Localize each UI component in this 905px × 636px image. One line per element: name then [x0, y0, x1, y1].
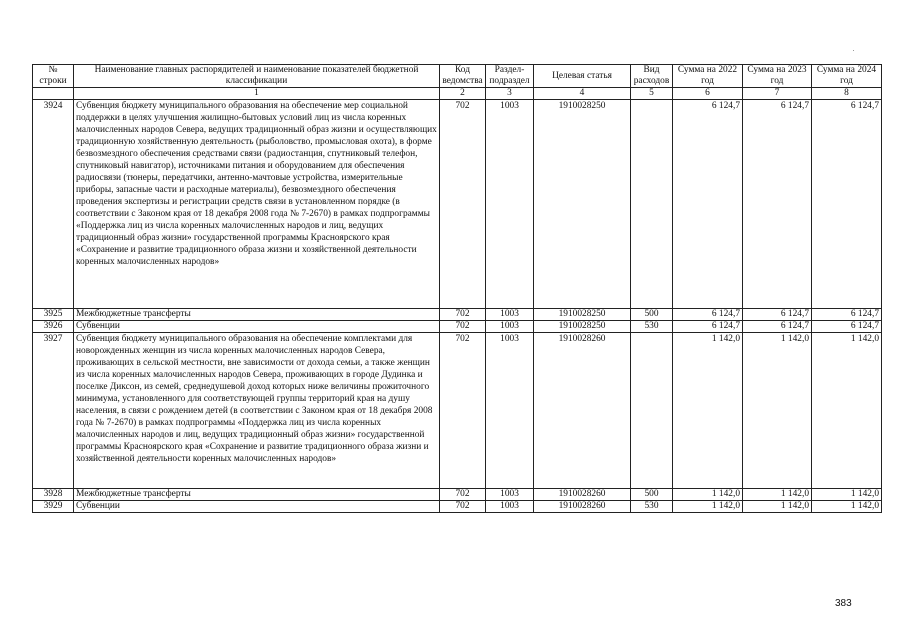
row-target: 1910028250: [534, 100, 631, 309]
column-number-row: [33, 88, 882, 100]
row-num: 3926: [33, 321, 74, 333]
row-target: 1910028250: [534, 321, 631, 333]
header-sum-2022: Сумма на 2022 год: [673, 65, 743, 88]
scan-speck: [853, 50, 854, 51]
row-code: 702: [440, 489, 486, 501]
row-section: 1003: [486, 489, 534, 501]
row-num: 3928: [33, 489, 74, 501]
row-sum-2024: 1 142,0: [812, 501, 882, 513]
page-number: 383: [835, 598, 852, 609]
row-num: 3924: [33, 100, 74, 309]
row-sum-2022: 6 124,7: [673, 309, 743, 321]
row-name: Межбюджетные трансферты: [74, 489, 440, 501]
row-sum-2024: 1 142,0: [812, 333, 882, 489]
table-row: [33, 489, 882, 501]
row-name: Субвенция бюджету муниципального образования на обеспечение мер социальной поддержки в целях улучшения жилищно-бытовых условий лиц из числа коренных малочисленных народов Севера, ведущих традиционный образ жизни и осуществляющих традиционную хозяйственную деятельность (рыболовство, промысловая охота), в форме безвозмездного обеспечения средствами связи (радиостанция, спутниковый телефон, спутниковый навигатор), источниками питания и оборудованием для обеспечения радиосвязи (тюнеры, передатчики, антенно-мачтовые устройства, измерительные приборы, запасные части и расходные материалы), безвозмездного обеспечения проведения экспертизы и регистрации средств связи в установленном порядке (в соответствии с Законом края от 18 декабря 2008 года № 7-2670) в рамках подпрограммы «Поддержка лиц из числа коренных малочисленных народов и лиц, ведущих традиционный образ жизни» государственной программы Красноярского края «Сохранение и развитие традиционного образа жизни и хозяйственной деятельности коренных малочисленных народов»: [74, 100, 440, 309]
row-sum-2024: 6 124,7: [812, 321, 882, 333]
row-section: 1003: [486, 333, 534, 489]
row-sum-2022: 1 142,0: [673, 501, 743, 513]
colnum-6: 6: [673, 88, 743, 100]
colnum-4: 4: [534, 88, 631, 100]
row-code: 702: [440, 501, 486, 513]
header-target: Целевая статья: [534, 65, 631, 88]
table-row: [33, 333, 882, 489]
colnum-7: 7: [743, 88, 812, 100]
header-type: Вид расходов: [631, 65, 673, 88]
row-type: 530: [631, 321, 673, 333]
row-sum-2024: 6 124,7: [812, 309, 882, 321]
colnum-0: [33, 88, 74, 100]
row-sum-2023: 6 124,7: [743, 309, 812, 321]
row-num: 3929: [33, 501, 74, 513]
header-sum-2023: Сумма на 2023 год: [743, 65, 812, 88]
budget-table: [32, 64, 882, 513]
row-section: 1003: [486, 321, 534, 333]
row-sum-2022: 6 124,7: [673, 100, 743, 309]
row-code: 702: [440, 333, 486, 489]
header-num: № строки: [33, 65, 74, 88]
table-row: [33, 501, 882, 513]
row-name: Межбюджетные трансферты: [74, 309, 440, 321]
row-code: 702: [440, 309, 486, 321]
colnum-8: 8: [812, 88, 882, 100]
row-section: 1003: [486, 309, 534, 321]
row-sum-2022: 6 124,7: [673, 321, 743, 333]
header-name: Наименование главных распорядителей и наименование показателей бюджетной классификации: [74, 65, 440, 88]
row-section: 1003: [486, 100, 534, 309]
row-type: 500: [631, 489, 673, 501]
row-code: 702: [440, 100, 486, 309]
row-name: Субвенции: [74, 501, 440, 513]
row-type: 530: [631, 501, 673, 513]
row-sum-2023: 1 142,0: [743, 489, 812, 501]
row-target: 1910028260: [534, 489, 631, 501]
header-row: [33, 65, 882, 88]
row-section: 1003: [486, 501, 534, 513]
header-sum-2024: Сумма на 2024 год: [812, 65, 882, 88]
row-sum-2024: 6 124,7: [812, 100, 882, 309]
row-code: 702: [440, 321, 486, 333]
row-sum-2023: 6 124,7: [743, 100, 812, 309]
row-type: 500: [631, 309, 673, 321]
header-section: Раздел-подраздел: [486, 65, 534, 88]
row-sum-2024: 1 142,0: [812, 489, 882, 501]
row-sum-2023: 1 142,0: [743, 333, 812, 489]
colnum-5: 5: [631, 88, 673, 100]
row-sum-2022: 1 142,0: [673, 489, 743, 501]
colnum-1: 1: [74, 88, 440, 100]
table-row: [33, 100, 882, 309]
row-num: 3927: [33, 333, 74, 489]
row-type: [631, 100, 673, 309]
row-num: 3925: [33, 309, 74, 321]
row-type: [631, 333, 673, 489]
colnum-2: 2: [440, 88, 486, 100]
row-name: Субвенции: [74, 321, 440, 333]
row-sum-2023: 6 124,7: [743, 321, 812, 333]
table-row: [33, 309, 882, 321]
row-target: 1910028260: [534, 501, 631, 513]
row-name: Субвенция бюджету муниципального образования на обеспечение комплектами для новорожденных женщин из числа коренных малочисленных народов Севера, проживающих в сельской местности, вне зависимости от дохода семьи, а также женщин из числа коренных малочисленных народов Севера, проживающих в городе Дудинка и поселке Диксон, из семей, среднедушевой доход которых ниже величины прожиточного минимума, установленного для соответствующей группы территорий края на душу населения, в связи с рождением детей (в соответствии с Законом края от 18 декабря 2008 года № 7-2670) в рамках подпрограммы «Поддержка лиц из числа коренных малочисленных народов и лиц, ведущих традиционный образ жизни» государственной программы Красноярского края «Сохранение и развитие традиционного образа жизни и хозяйственной деятельности коренных малочисленных народов»: [74, 333, 440, 489]
row-target: 1910028260: [534, 333, 631, 489]
row-sum-2023: 1 142,0: [743, 501, 812, 513]
header-code: Код ведомства: [440, 65, 486, 88]
colnum-3: 3: [486, 88, 534, 100]
table-row: [33, 321, 882, 333]
row-target: 1910028250: [534, 309, 631, 321]
row-sum-2022: 1 142,0: [673, 333, 743, 489]
